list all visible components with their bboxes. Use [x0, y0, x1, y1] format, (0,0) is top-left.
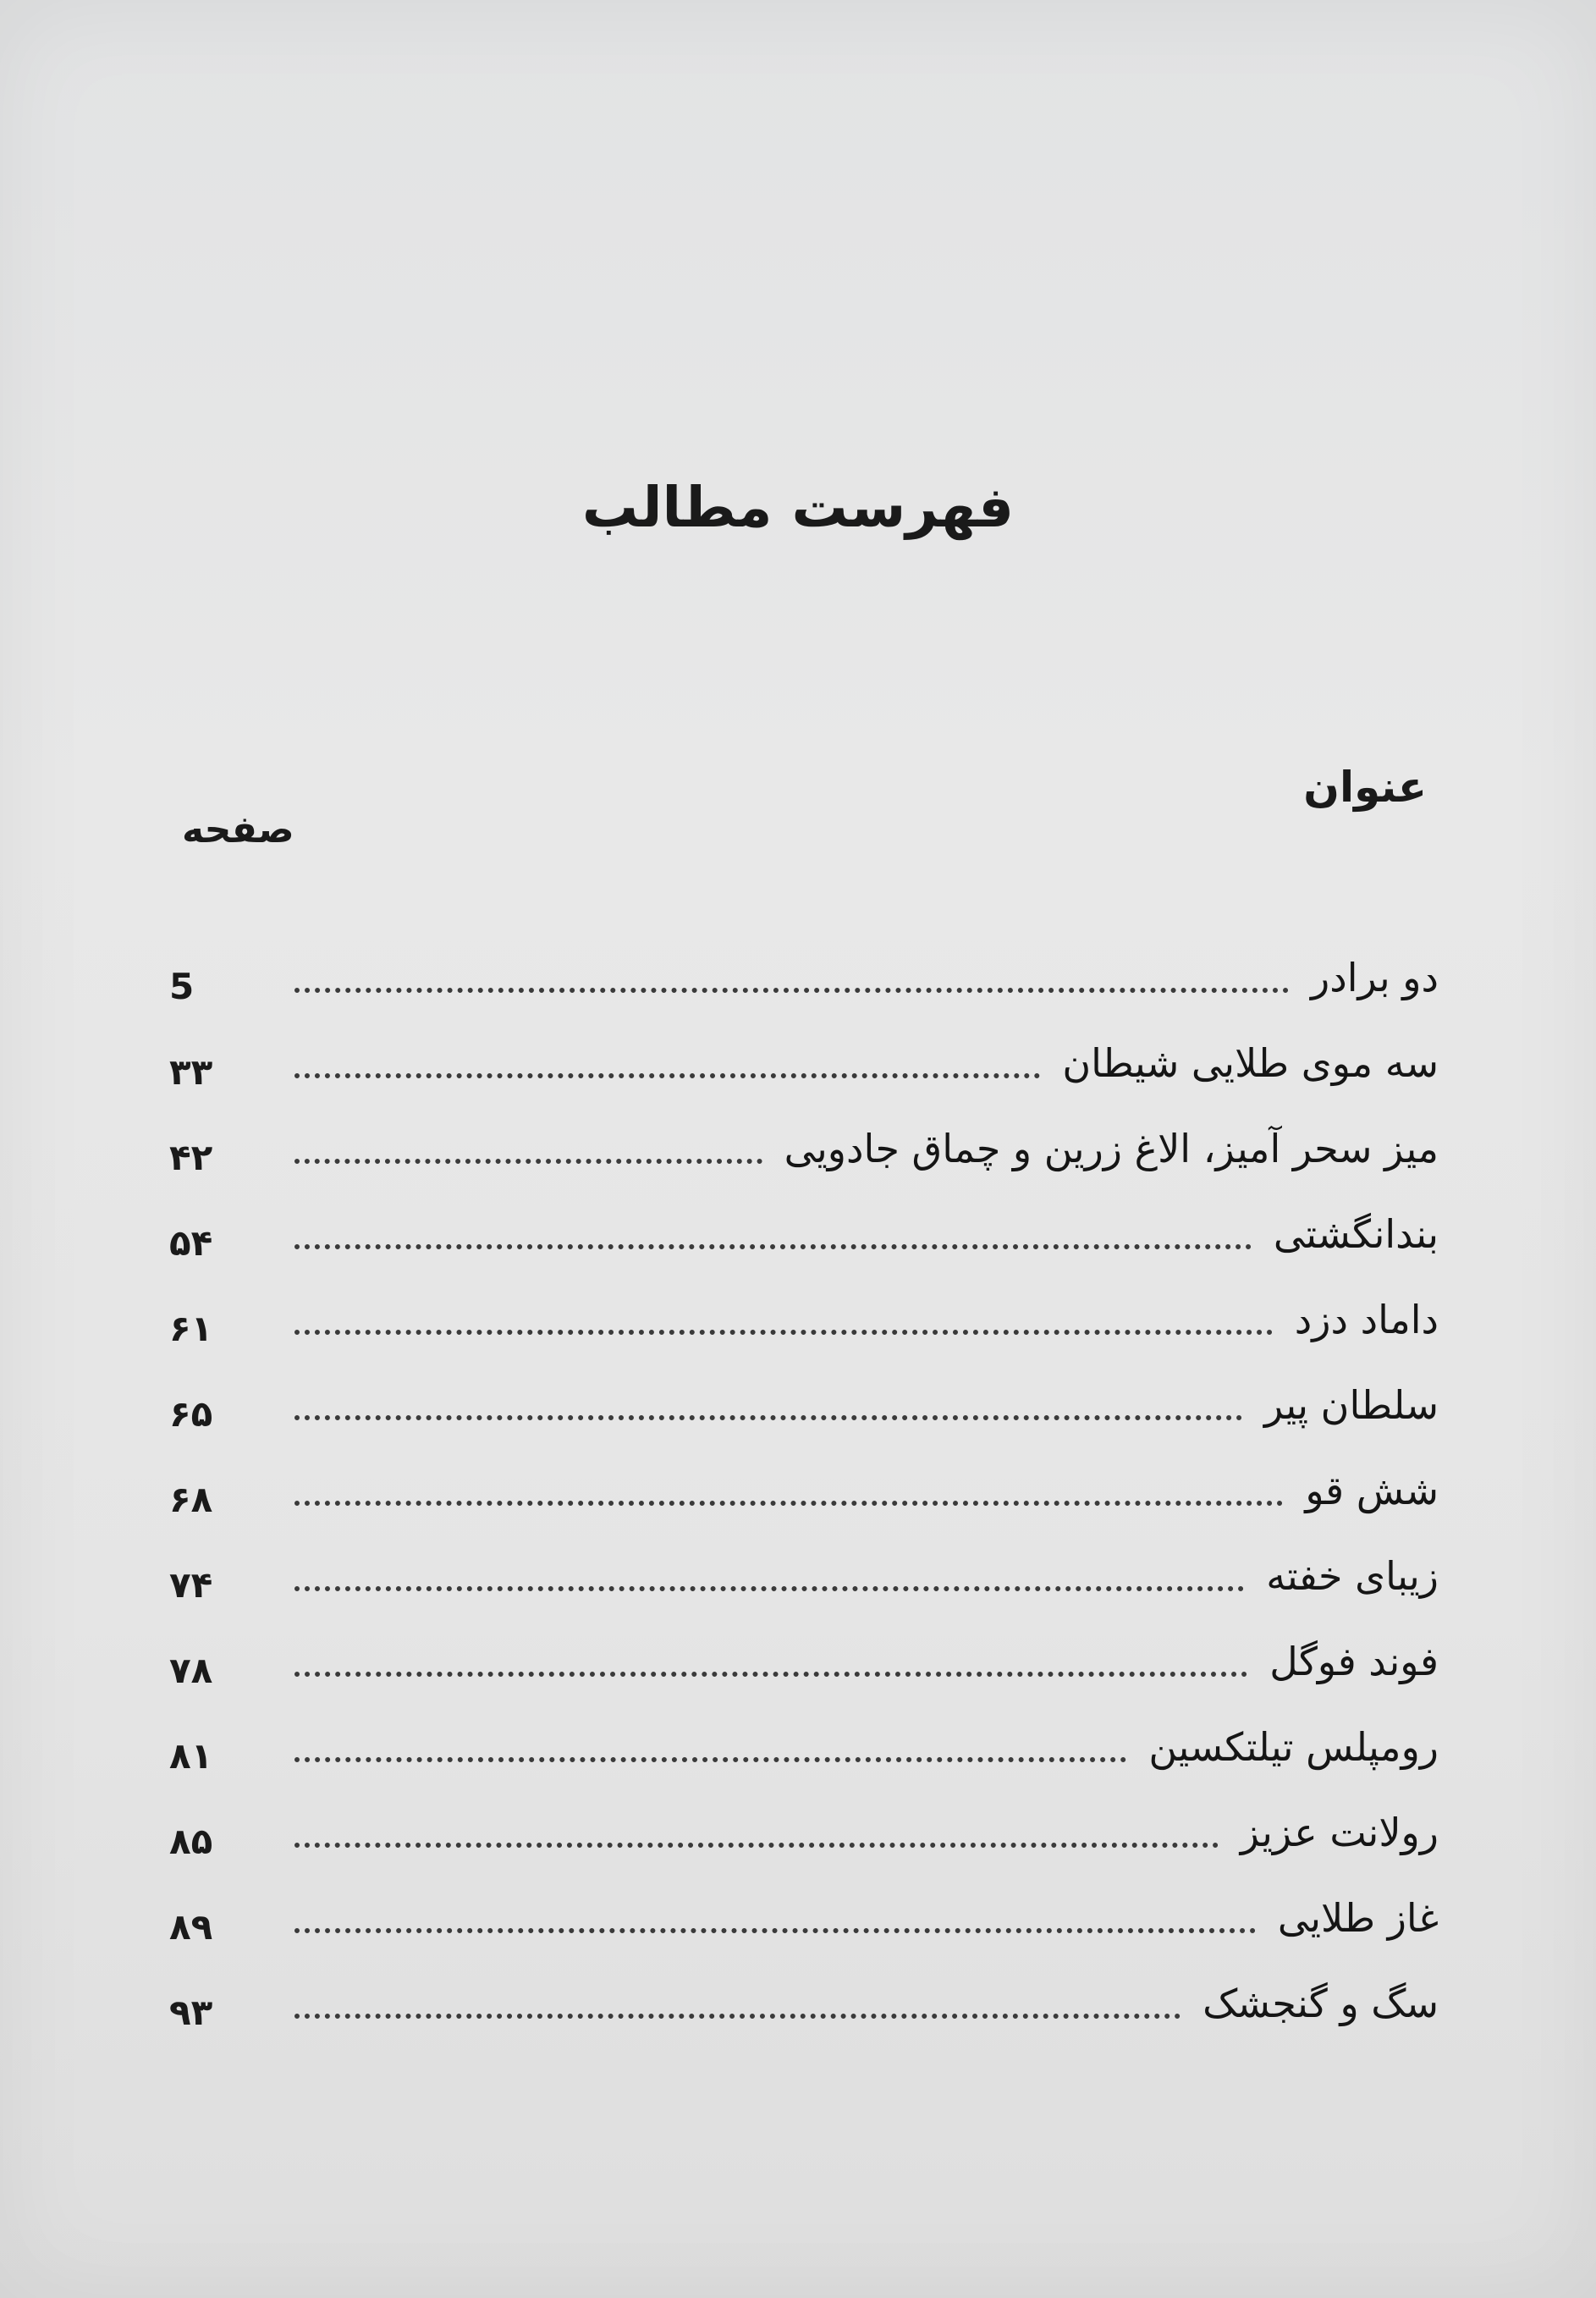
toc-entry	[169, 1777, 1439, 1863]
toc-entry-title: شش قو	[1305, 1467, 1439, 1513]
dot-leader	[294, 1843, 1219, 1848]
toc-entry-page: ۶۸	[169, 1478, 213, 1520]
column-header-page: صفحه	[182, 808, 294, 851]
toc-entry-title: سلطان پیر	[1264, 1381, 1439, 1428]
dot-leader	[294, 1672, 1247, 1677]
toc-entry	[169, 1948, 1439, 2034]
toc-entry-page: ۶۱	[169, 1307, 213, 1349]
toc-entry-page: ۵۴	[169, 1221, 213, 1264]
toc-entry-page: ۹۳	[169, 1991, 213, 2033]
toc-entry-title: رولانت عزیز	[1240, 1809, 1439, 1855]
toc-entry	[169, 1094, 1439, 1179]
toc-entry-page: ۸۱	[169, 1734, 213, 1777]
table-of-contents	[169, 923, 1439, 2031]
toc-entry-title: رومپلس تیلتکسین	[1148, 1723, 1439, 1770]
toc-entry-title: سه موی طلایی شیطان	[1062, 1039, 1439, 1086]
toc-entry-page: ۷۸	[169, 1649, 213, 1691]
toc-entry	[169, 923, 1439, 1008]
dot-leader	[294, 1073, 1040, 1078]
toc-entry	[169, 1179, 1439, 1265]
toc-entry-title: غاز طلایی	[1277, 1894, 1439, 1941]
toc-entry-page: ۸۵	[169, 1820, 213, 1862]
dot-leader	[294, 1586, 1244, 1591]
toc-entry	[169, 1350, 1439, 1436]
toc-entry-title: بندانگشتی	[1273, 1210, 1439, 1257]
toc-entry	[169, 1436, 1439, 1521]
toc-entry-page: ۶۵	[169, 1392, 213, 1435]
dot-leader	[294, 1501, 1283, 1506]
toc-entry	[169, 1521, 1439, 1606]
toc-entry-page: ۷۴	[169, 1563, 213, 1606]
toc-entry-page: ۸۹	[169, 1905, 213, 1948]
dot-leader	[294, 1928, 1256, 1933]
toc-entry-page: ۴۲	[169, 1136, 213, 1178]
dot-leader	[294, 1415, 1242, 1420]
toc-entry-title: دو برادر	[1311, 954, 1439, 1000]
dot-leader	[294, 1330, 1273, 1335]
toc-entry	[169, 1606, 1439, 1692]
column-header-title: عنوان	[1303, 763, 1427, 812]
toc-entry	[169, 1863, 1439, 1948]
toc-entry-title: داماد دزد	[1294, 1296, 1439, 1342]
dot-leader	[294, 1757, 1126, 1762]
toc-entry-page: 5	[169, 965, 195, 1007]
dot-leader	[294, 1159, 762, 1164]
dot-leader	[294, 1244, 1252, 1249]
toc-entry	[169, 1265, 1439, 1350]
toc-entry-title: زیبای خفته	[1266, 1552, 1439, 1599]
page-title: فهرست مطالب	[581, 475, 1015, 540]
toc-entry	[169, 1008, 1439, 1094]
dot-leader	[294, 988, 1289, 993]
toc-entry-title: سگ و گنجشک	[1203, 1980, 1439, 2026]
toc-entry	[169, 1692, 1439, 1777]
toc-entry-title: میز سحر آمیز، الاغ زرین و چماق جادویی	[784, 1125, 1439, 1171]
toc-entry-title: فوند فوگل	[1269, 1638, 1439, 1684]
toc-entry-page: ۳۳	[169, 1050, 213, 1093]
dot-leader	[294, 2014, 1180, 2019]
